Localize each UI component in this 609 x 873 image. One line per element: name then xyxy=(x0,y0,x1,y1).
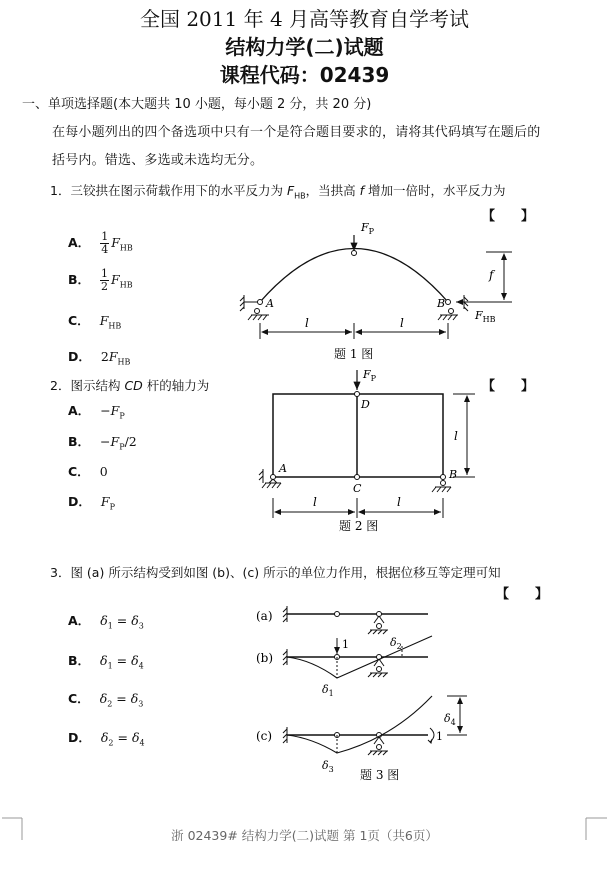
label-fig-b: (b) xyxy=(256,651,274,665)
question-2-text: 2．图示结构 CD 杆的轴力为 xyxy=(50,378,210,393)
label-f: f xyxy=(489,268,494,282)
label-a: A xyxy=(266,297,274,310)
label-delta-4: $\delta_4$ xyxy=(444,712,456,727)
label-l-right: l xyxy=(400,316,404,330)
instructions-line-1: 在每小题列出的四个备选项中只有一个是符合题目要求的，请将其代码填写在题后的 xyxy=(52,125,541,140)
question-3-text: 3．图 (a) 所示结构受到如图 (b)、(c) 所示的单位力作用，根据位移互等定理可知 xyxy=(50,565,501,580)
course-code: 课程代码：02439 xyxy=(219,63,390,87)
option-q2-a: A． $-F_P$ xyxy=(68,403,125,421)
option-q1-b: B． $\frac{1}{2}$ $F_{HB}$ xyxy=(68,267,133,293)
beam-c xyxy=(283,696,467,774)
label-a-2: A xyxy=(279,462,287,475)
label-d: D xyxy=(361,398,370,411)
deflection-c xyxy=(287,696,432,753)
figure-1-caption: 题 1 图 xyxy=(334,347,374,361)
label-c: C xyxy=(353,482,362,495)
answer-bracket-q1[interactable]: 【 】 xyxy=(482,209,535,224)
subject-title: 结构力学(二)试题 xyxy=(225,35,384,59)
figure-3-caption: 题 3 图 xyxy=(360,768,400,782)
figure-2-caption: 题 2 图 xyxy=(339,519,379,533)
label-l-height: l xyxy=(454,429,458,443)
option-q2-c: C． 0 xyxy=(68,464,108,479)
option-q2-b: B． $-F_P/2$ xyxy=(68,434,137,452)
support-a xyxy=(240,295,269,320)
figure-3-beams xyxy=(252,598,472,788)
label-delta-1: $\delta_1$ xyxy=(322,683,334,698)
arch-curve xyxy=(260,249,448,303)
figure-1-arch xyxy=(230,215,530,365)
answer-bracket-q2[interactable]: 【 】 xyxy=(482,379,535,394)
label-b-2: B xyxy=(449,468,458,481)
support-a-2 xyxy=(259,469,281,488)
label-unit-moment: 1 xyxy=(436,730,443,743)
label-fig-c: (c) xyxy=(256,729,273,743)
instructions-line-2: 括号内。错选、多选或未选均无分。 xyxy=(52,153,264,168)
option-q1-d: D． $2F_{HB}$ xyxy=(68,349,131,367)
label-l-right-2: l xyxy=(397,495,401,509)
label-fp-2: $F_P$ xyxy=(363,368,377,383)
answer-bracket-q3[interactable]: 【 】 xyxy=(496,587,549,602)
label-l-left: l xyxy=(305,316,309,330)
label-fig-a: (a) xyxy=(256,609,273,623)
option-q3-c: C． $\delta_2 = \delta_3$ xyxy=(68,691,144,709)
label-delta-2: $\delta_2$ xyxy=(390,636,402,651)
label-unit-load: 1 xyxy=(342,638,349,651)
crown-hinge xyxy=(352,251,357,256)
hinge-c xyxy=(355,475,360,480)
option-q3-b: B． $\delta_1 = \delta_4$ xyxy=(68,653,144,671)
figure-2-frame xyxy=(255,366,495,536)
option-q1-c: C． $F_{HB}$ xyxy=(68,313,122,331)
label-b: B xyxy=(437,297,446,310)
hinge-d xyxy=(355,392,360,397)
section-title: 一、单项选择题(本大题共 10 小题，每小题 2 分，共 20 分) xyxy=(22,97,372,112)
label-l-left-2: l xyxy=(313,495,317,509)
option-q3-a: A． $\delta_1 = \delta_3$ xyxy=(68,613,144,631)
option-q2-d: D． $F_P$ xyxy=(68,494,115,512)
label-delta-3: $\delta_3$ xyxy=(322,759,334,774)
label-fp: $F_P$ xyxy=(361,221,375,236)
option-q1-a: A． $\frac{1}{4}$ $F_{HB}$ xyxy=(68,230,133,256)
label-fhb: $F_{HB}$ xyxy=(475,309,496,324)
option-q3-d: D． $\delta_2 = \delta_4$ xyxy=(68,730,145,748)
page-footer: 浙 02439# 结构力学(二)试题 第 1页（共6页） xyxy=(171,828,438,843)
beam-b xyxy=(283,636,432,698)
fraction-one-quarter: $\frac{1}{4}$ xyxy=(101,230,109,256)
exam-title: 全国 2011 年 4 月高等教育自学考试 xyxy=(139,7,470,31)
frame-outline xyxy=(273,394,443,477)
fraction-one-half: $\frac{1}{2}$ xyxy=(101,267,109,293)
beam-a xyxy=(283,606,428,634)
question-1-text: 1．三铰拱在图示荷载作用下的水平反力为 $F_{HB}$，当拱高 f 增加一倍时，水平反力为 xyxy=(50,183,506,201)
